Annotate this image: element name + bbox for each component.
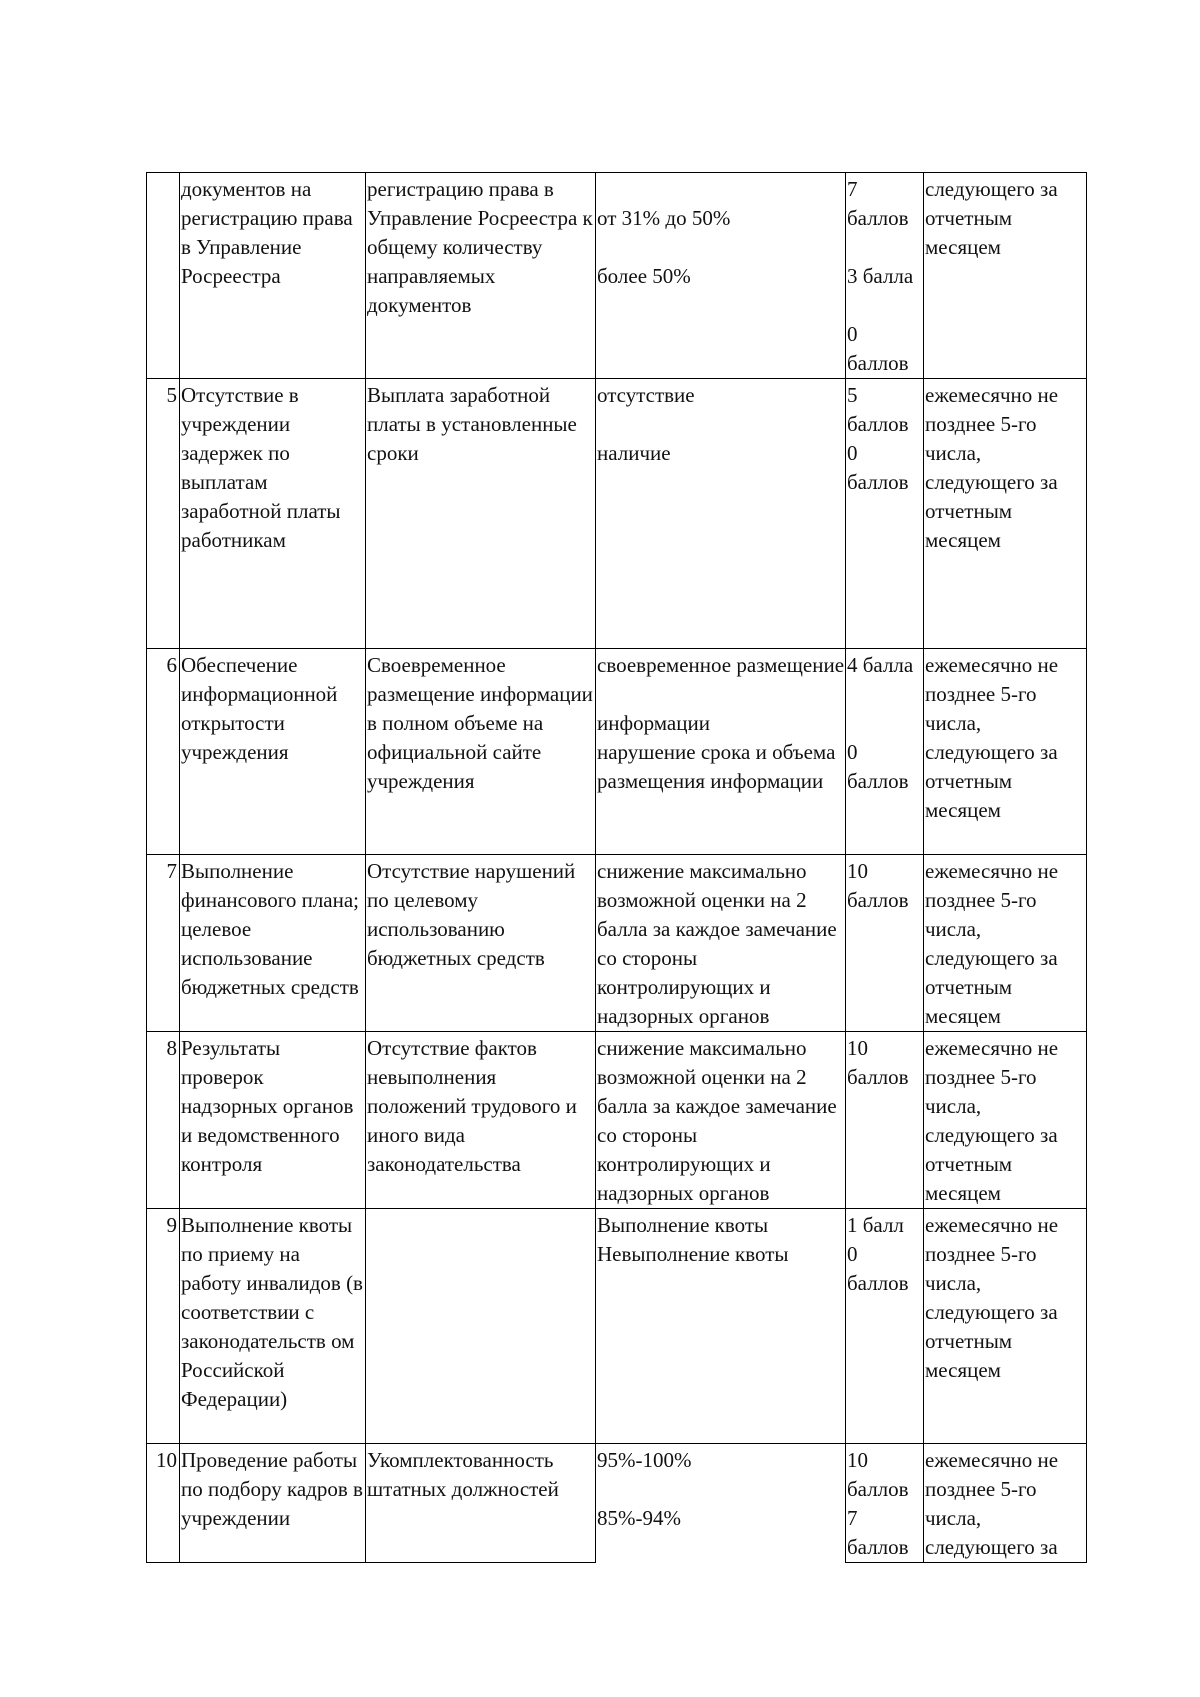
indicator-condition: Отсутствие нарушений по целевому использованию бюджетных средств — [366, 855, 596, 1032]
indicator-period: ежемесячно не позднее 5-го числа, следующего за отчетным месяцем — [924, 1032, 1087, 1209]
indicator-score: 7 баллов 3 балла 0 баллов — [846, 173, 924, 379]
indicator-period: ежемесячно не позднее 5-го числа, следующего за отчетным месяцем — [924, 379, 1087, 649]
row-number: 6 — [147, 649, 180, 855]
criteria-table — [146, 172, 1087, 1563]
row-number: 9 — [147, 1209, 180, 1444]
indicator-score: 10 баллов — [846, 1032, 924, 1209]
indicator-criteria: Выполнение квоты Невыполнение квоты — [596, 1209, 846, 1444]
indicator-name: Результаты проверок надзорных органов и ведомственного контроля — [180, 1032, 366, 1209]
indicator-condition: Своевременное размещение информации в полном объеме на официальной сайте учреждения — [366, 649, 596, 855]
indicator-period: следующего за отчетным месяцем — [924, 173, 1087, 379]
indicator-score: 4 балла 0 баллов — [846, 649, 924, 855]
indicator-condition: Отсутствие фактов невыполнения положений трудового и иного вида законодательства — [366, 1032, 596, 1209]
table-row — [147, 1444, 1087, 1563]
indicator-score: 10 баллов — [846, 855, 924, 1032]
indicator-name: документов на регистрацию права в Управление Росреестра — [180, 173, 366, 379]
table-row — [147, 379, 1087, 649]
indicator-period: ежемесячно не позднее 5-го числа, следующего за — [924, 1444, 1087, 1563]
row-number — [147, 173, 180, 379]
table-row — [147, 855, 1087, 1032]
indicator-criteria: от 31% до 50% более 50% — [596, 173, 846, 379]
indicator-criteria: снижение максимально возможной оценки на 2 балла за каждое замечание со стороны контролирующих и надзорных органов — [596, 1032, 846, 1209]
table-row — [147, 649, 1087, 855]
row-number: 5 — [147, 379, 180, 649]
indicator-name: Обеспечение информационной открытости учреждения — [180, 649, 366, 855]
indicator-name: Проведение работы по подбору кадров в учреждении — [180, 1444, 366, 1563]
indicator-name: Выполнение финансового плана; целевое использование бюджетных средств — [180, 855, 366, 1032]
table-row — [147, 1032, 1087, 1209]
indicator-condition — [366, 1209, 596, 1444]
table-row — [147, 1209, 1087, 1444]
indicator-name: Отсутствие в учреждении задержек по выплатам заработной платы работникам — [180, 379, 366, 649]
table-row — [147, 173, 1087, 379]
indicator-period: ежемесячно не позднее 5-го числа, следующего за отчетным месяцем — [924, 1209, 1087, 1444]
row-number: 8 — [147, 1032, 180, 1209]
indicator-condition: регистрацию права в Управление Росреестра к общему количеству направляемых документов — [366, 173, 596, 379]
indicator-period: ежемесячно не позднее 5-го числа, следующего за отчетным месяцем — [924, 855, 1087, 1032]
indicator-score: 5 баллов 0 баллов — [846, 379, 924, 649]
row-number: 10 — [147, 1444, 180, 1563]
indicator-criteria: снижение максимально возможной оценки на 2 балла за каждое замечание со стороны контролирующих и надзорных органов — [596, 855, 846, 1032]
indicator-condition: Выплата заработной платы в установленные сроки — [366, 379, 596, 649]
indicator-score: 10 баллов 7 баллов — [846, 1444, 924, 1563]
indicator-condition: Укомплектованность штатных должностей — [366, 1444, 596, 1563]
row-number: 7 — [147, 855, 180, 1032]
indicator-score: 1 балл 0 баллов — [846, 1209, 924, 1444]
indicator-criteria: своевременное размещение информации нарушение срока и объема размещения информации — [596, 649, 846, 855]
indicator-name: Выполнение квоты по приему на работу инвалидов (в соответствии с законодательств ом Российской Федерации) — [180, 1209, 366, 1444]
indicator-criteria: 95%-100% 85%-94% — [596, 1444, 846, 1563]
indicator-criteria: отсутствие наличие — [596, 379, 846, 649]
indicator-period: ежемесячно не позднее 5-го числа, следующего за отчетным месяцем — [924, 649, 1087, 855]
